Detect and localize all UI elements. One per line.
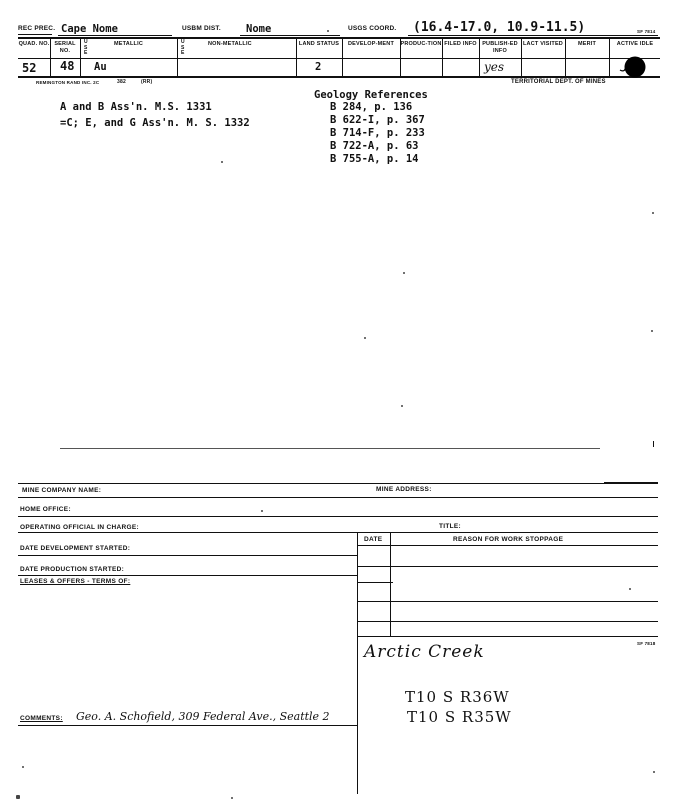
col-production: PRODUC-TION — [400, 41, 442, 47]
date-col-header: DATE — [364, 536, 383, 543]
faint-rule — [60, 448, 600, 449]
grid-header-bottom — [18, 58, 660, 59]
mine-address-label: MINE ADDRESS: — [376, 486, 432, 493]
rule — [357, 582, 393, 583]
col-divider — [177, 37, 178, 77]
claim-line-2: =C; E, and G Ass'n. M. S. 1332 — [60, 117, 250, 129]
grid-top-border — [18, 37, 660, 39]
rec-prec-value: Cape Nome — [61, 23, 118, 35]
geology-ref: B 755-A, p. 14 — [330, 153, 419, 165]
print-code-b: (RR) — [141, 79, 153, 85]
usbm-dist-value: Nome — [246, 23, 272, 35]
grid-bottom-border — [18, 76, 660, 78]
col-land-status: LAND STATUS — [298, 41, 340, 47]
speck — [327, 30, 329, 32]
col-last-visited: LACT VISITED — [523, 41, 563, 47]
row-metallic: Au — [94, 61, 107, 73]
rule — [357, 545, 658, 546]
geology-title: Geology References — [314, 89, 428, 101]
speck — [651, 330, 653, 332]
row-published-info: yes — [484, 60, 505, 74]
operating-official-label: OPERATING OFFICIAL IN CHARGE: — [20, 524, 139, 531]
col-divider — [80, 37, 81, 77]
col-use-mark-2: U S E — [181, 39, 185, 56]
geology-ref: B 622-I, p. 367 — [330, 114, 425, 126]
claim-line-1: A and B Ass'n. M.S. 1331 — [60, 101, 212, 113]
tick-mark — [653, 441, 654, 447]
claim-strike-mark: =C; — [60, 117, 79, 129]
rule-thick — [604, 482, 658, 484]
speck — [16, 795, 20, 799]
form-number-top: SF 7814 — [637, 29, 656, 34]
rule — [357, 566, 658, 567]
col-non-metallic: NON-METALLIC — [208, 41, 252, 47]
rec-prec-underline — [18, 34, 52, 35]
rule — [357, 601, 658, 602]
speck — [231, 797, 233, 799]
usbm-dist-line — [240, 35, 340, 36]
row-quad-no: 52 — [22, 61, 37, 75]
form-divider — [357, 532, 358, 794]
speck — [364, 337, 366, 339]
rule — [357, 621, 658, 622]
speck — [403, 272, 405, 274]
reason-col-header: REASON FOR WORK STOPPAGE — [453, 536, 564, 543]
rule — [357, 636, 658, 637]
col-filed-info: FILED INFO — [444, 41, 477, 47]
speck — [629, 588, 631, 590]
form-number-bottom: SF 7818 — [637, 641, 656, 646]
rule — [18, 575, 357, 576]
usgs-coord-label: USGS COORD. — [348, 25, 397, 32]
rec-prec-label: REC PREC. — [18, 25, 56, 32]
rule — [18, 483, 658, 484]
rule — [18, 532, 658, 533]
row-land-status: 2 — [315, 61, 322, 73]
township-line-1: T10 S R36W — [405, 688, 510, 706]
geology-ref: B 714-F, p. 233 — [330, 127, 425, 139]
speck — [22, 766, 24, 768]
comments-label: COMMENTS: — [20, 715, 63, 722]
col-development: DEVELOP-MENT — [347, 41, 395, 47]
location-name: Arctic Creek — [364, 642, 485, 662]
col-merit: MERIT — [577, 41, 597, 47]
usgs-coord-value: (16.4-17.0, 10.9-11.5) — [413, 20, 586, 35]
usgs-coord-line — [408, 35, 658, 36]
mine-company-name-label: MINE COMPANY NAME: — [22, 487, 102, 494]
speck — [401, 405, 403, 407]
rule — [18, 516, 658, 517]
speck — [261, 510, 263, 512]
rule — [18, 497, 658, 498]
rule — [18, 725, 357, 726]
speck — [221, 161, 223, 163]
comments-value: Geo. A. Schofield, 309 Federal Ave., Seattle 2 — [76, 710, 330, 723]
print-code-a: 382 — [117, 79, 126, 85]
date-development-started-label: DATE DEVELOPMENT STARTED: — [20, 545, 131, 552]
col-serial-no: SERIAL NO. — [54, 41, 76, 54]
leases-offers-label: LEASES & OFFERS - TERMS OF: — [20, 578, 131, 585]
title-label: TITLE: — [439, 523, 462, 530]
col-divider — [609, 37, 610, 77]
rule — [18, 555, 357, 556]
col-quad-no: QUAD. NO. — [18, 41, 50, 47]
col-use-mark: U S E — [84, 39, 88, 56]
col-published-info: PUBLISH-ED INFO — [482, 41, 518, 54]
speck — [653, 771, 655, 773]
date-production-started-label: DATE PRODUCTION STARTED: — [20, 566, 125, 573]
printer-credit: REMINGTON RAND INC. 2C — [36, 80, 100, 85]
col-active-idle: ACTIVE IDLE — [616, 41, 654, 47]
home-office-label: HOME OFFICE: — [20, 506, 71, 513]
usbm-dist-label: USBM DIST. — [182, 25, 221, 32]
department-name: TERRITORIAL DEPT. OF MINES — [511, 79, 606, 85]
rec-prec-line — [58, 35, 172, 36]
col-metallic: METALLIC — [114, 41, 143, 47]
active-idle-dot — [618, 54, 648, 80]
township-line-2: T10 S R35W — [407, 708, 512, 726]
speck — [652, 212, 654, 214]
geology-ref: B 284, p. 136 — [330, 101, 413, 113]
row-serial-no: 48 — [60, 59, 75, 73]
geology-ref: B 722-A, p. 63 — [330, 140, 419, 152]
